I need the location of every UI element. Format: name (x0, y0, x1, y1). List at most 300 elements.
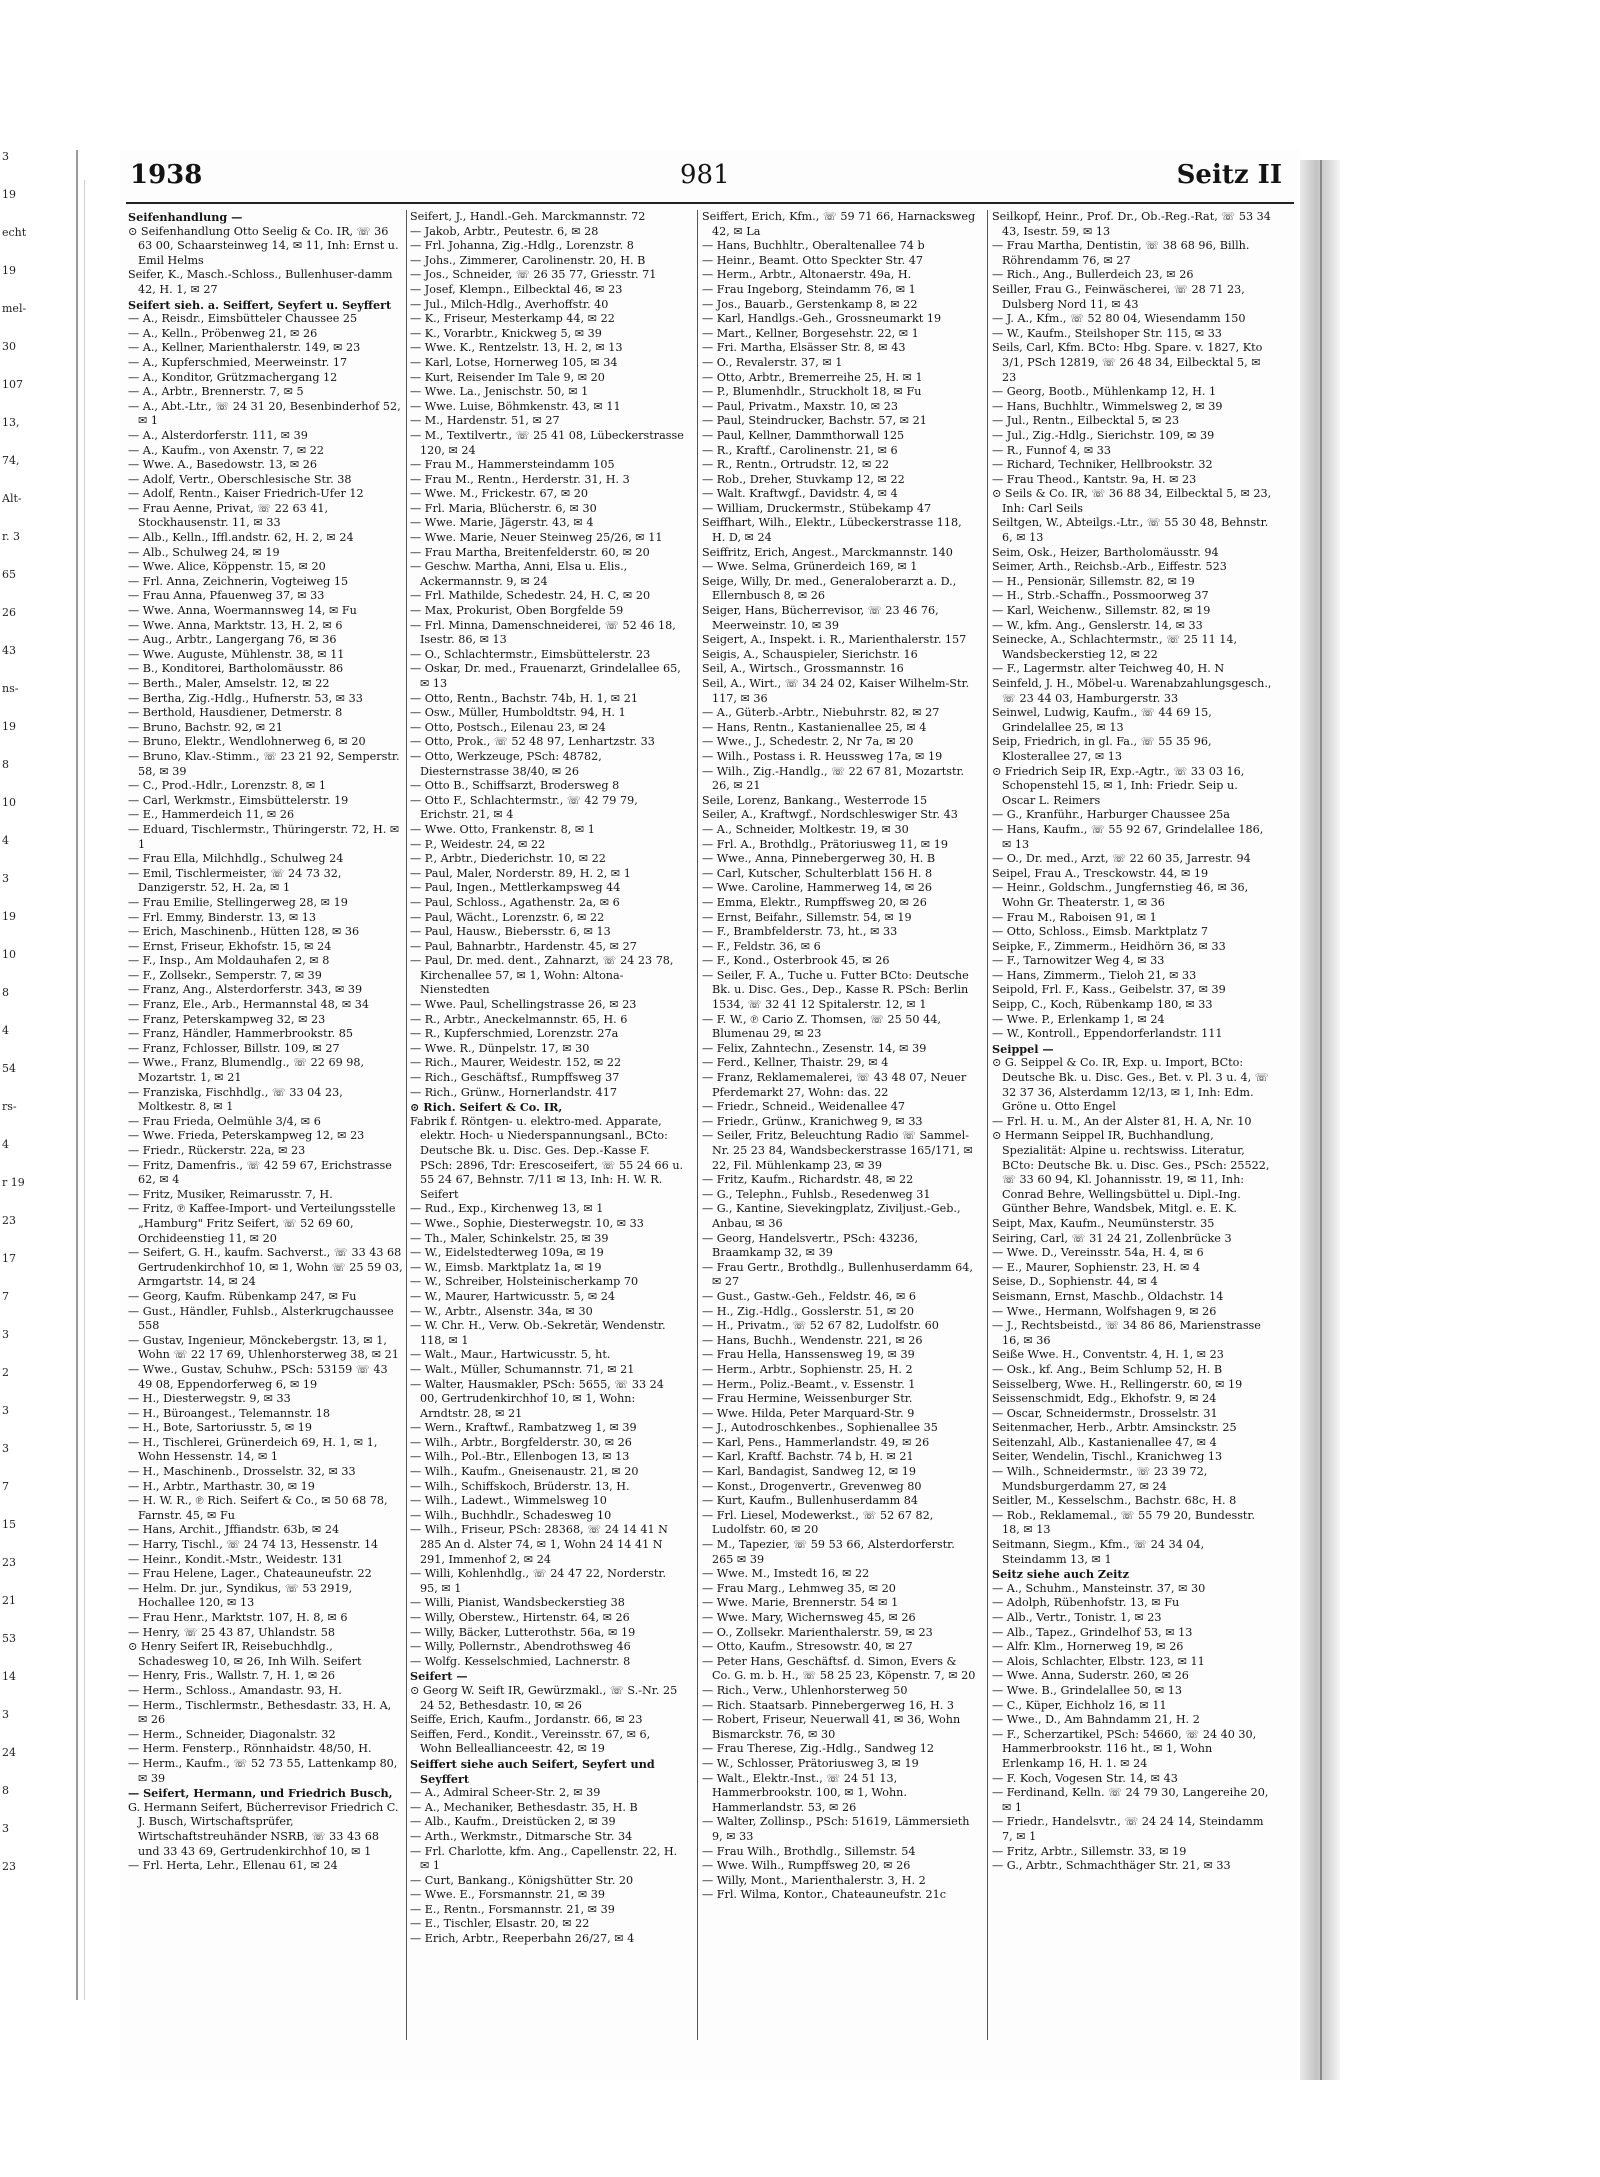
adjacent-page-text: 53 (2, 1632, 16, 1645)
adjacent-page-text: 24 (2, 1746, 16, 1759)
directory-entry: — F., Kond., Osterbrook 45, ✉ 26 (702, 954, 890, 968)
directory-entry: — Wwe. B., Grindelallee 50, ✉ 13 (992, 1683, 1183, 1697)
directory-entry: — Friedr., Rückerstr. 22a, ✉ 23 (128, 1144, 306, 1157)
directory-entry: — Otto, Prok., ☏ 52 48 97, Lenhartzstr. 33 (410, 735, 655, 749)
directory-entry: — Carl, Kutscher, Schulterblatt 156 H. 8 (702, 866, 933, 880)
directory-entry: Seiffert, Erich, Kfm., ☏ 59 71 66, Harnacksweg 42, ✉ La (702, 210, 976, 238)
directory-entry: — Wwe. Anna, Woermannsweg 14, ✉ Fu (128, 604, 357, 618)
directory-entry: — A., Güterb.-Arbtr., Niebuhrstr. 82, ✉ 27 (702, 706, 940, 720)
directory-entry: — Rich., Maurer, Weidestr. 152, ✉ 22 (410, 1056, 622, 1070)
directory-entry: — A., Mechaniker, Bethesdastr. 35, H. B (410, 1800, 638, 1814)
directory-entry: — Frau Hella, Hanssensweg 19, ✉ 39 (702, 1348, 915, 1362)
directory-entry: — M., Textilvertr., ☏ 25 41 08, Lübeckerstrasse 120, ✉ 24 (410, 428, 684, 457)
directory-entry: — Franz, Reklamemalerei, ☏ 43 48 07, Neuer Pferdemarkt 27, Wohn: das. 22 (702, 1071, 967, 1099)
directory-entry: — Wwe., Anna, Pinnebergerweg 30, H. B (702, 852, 936, 866)
directory-entry: — E., Maurer, Sophienstr. 23, H. ✉ 4 (992, 1260, 1201, 1274)
directory-entry: Seim, Osk., Heizer, Bartholomäusstr. 94 (992, 545, 1219, 559)
directory-entry: Seipt, Max, Kaufm., Neumünsterstr. 35 (992, 1216, 1215, 1230)
directory-entry: Seise, D., Sophienstr. 44, ✉ 4 (992, 1275, 1158, 1289)
directory-entry: — Erich, Arbtr., Reeperbahn 26/27, ✉ 4 (410, 1932, 635, 1946)
directory-entry: — W., Eimsb. Marktplatz 1a, ✉ 19 (410, 1260, 602, 1274)
directory-entry: — Otto, Werkzeuge, PSch: 48782, Diesternstrasse 38/40, ✉ 26 (410, 749, 602, 778)
directory-entry: — R., Kupferschmied, Lorenzstr. 27a (410, 1027, 619, 1041)
directory-entry: — Frau Theod., Kantstr. 9a, H. ✉ 23 (992, 472, 1197, 486)
directory-heading: — Seifert, Hermann, und Friedrich Busch, (128, 1786, 393, 1801)
directory-entry: — Franz, Ang., Alsterdorferstr. 343, ✉ 39 (128, 983, 363, 997)
directory-entry: — Frl. Minna, Damenschneiderei, ☏ 52 46 18, Isestr. 86, ✉ 13 (410, 618, 676, 647)
directory-entry: — Rich., Verw., Uhlenhorsterweg 50 (702, 1683, 908, 1697)
header-year: 1938 (130, 160, 203, 190)
directory-entry: ⊙ Georg W. Seift IR, Gewürzmakl., ☏ S.-Nr. 25 24 52, Bethesdastr. 10, ✉ 26 (410, 1683, 678, 1712)
directory-entry: — Karl, Lotse, Hornerweg 105, ✉ 34 (410, 355, 618, 369)
directory-entry: — Walter, Zollinsp., PSch: 51619, Lämmersieth 9, ✉ 33 (702, 1815, 970, 1843)
adjacent-page-text: 23 (2, 1860, 16, 1873)
directory-entry: Seile, Lorenz, Bankang., Westerrode 15 (702, 793, 928, 807)
directory-heading: Seippel — (992, 1041, 1054, 1056)
directory-entry: — H., Maschinenb., Drosselstr. 32, ✉ 33 (128, 1465, 356, 1479)
directory-entry: — Georg, Kaufm. Rübenkamp 247, ✉ Fu (128, 1289, 357, 1303)
directory-entry: — O., Zollsekr. Marienthalerstr. 59, ✉ 23 (702, 1625, 933, 1639)
directory-entry: Seitmann, Siegm., Kfm., ☏ 24 34 04, Steindamm 13, ✉ 1 (992, 1538, 1205, 1566)
directory-entry: — Rob., Dreher, Stuvkamp 12, ✉ 22 (702, 472, 905, 486)
header-rule (126, 202, 1294, 204)
directory-entry: — F., Brambfelderstr. 73, ht., ✉ 33 (702, 925, 898, 939)
directory-entry: — Wwe., Franz, Blumendlg., ☏ 22 69 98, Mozartstr. 1, ✉ 21 (128, 1056, 365, 1085)
directory-entry: — H., Pensionär, Sillemstr. 82, ✉ 19 (992, 574, 1195, 588)
directory-entry: — Johs., Zimmerer, Carolinenstr. 20, H. B (410, 253, 646, 267)
directory-entry: Seige, Willy, Dr. med., Generaloberarzt a. D., Ellernbusch 8, ✉ 26 (702, 574, 957, 603)
directory-entry: — Wilh., Buchhdlr., Schadesweg 10 (410, 1508, 612, 1522)
directory-entry: Seifer, K., Masch.-Schloss., Bullenhuser-damm 42, H. 1, ✉ 27 (128, 268, 393, 296)
directory-entry: — Otto, Arbtr., Bremerreihe 25, H. ✉ 1 (702, 370, 923, 384)
directory-entry: — Berth., Maler, Amselstr. 12, ✉ 22 (128, 677, 330, 690)
directory-entry: Fabrik f. Röntgen- u. elektro-med. Apparate, elektr. Hoch- u Niederspannungsanl., BCto: Deutsche Bk. u. Disc. Ges. Dep.-Kasse F. PSch: 2896, Tdr: Erescoseifert, ☏ 55 24 66 u. 55 24 67, Behnstr. 7/11 ✉ 13, Inh: H. W. R. Seifert (410, 1114, 684, 1201)
directory-entry: — Felix, Zahntechn., Zesenstr. 14, ✉ 39 (702, 1041, 927, 1055)
directory-entry: — Peter Hans, Geschäftsf. d. Simon, Evers & Co. G. m. b. H., ☏ 58 25 23, Köpenstr. 7, ✉ 20 (702, 1654, 976, 1683)
directory-entry: — Paul, Schloss., Agathenstr. 2a, ✉ 6 (410, 895, 620, 909)
directory-entry: G. Hermann Seifert, Bücherrevisor Friedrich C. J. Busch, Wirtschaftsprüfer, Wirtschaftstreuhänder NSRB, ☏ 33 43 68 und 33 43 69, Gertrudenkirchhof 10, ✉ 1 (128, 1800, 399, 1858)
directory-heading: Seifert — (410, 1669, 468, 1684)
directory-entry: Seiller, Frau G., Feinwäscherei, ☏ 28 71 23, Dulsberg Nord 11, ✉ 43 (992, 282, 1245, 311)
directory-entry: — Ernst, Friseur, Ekhofstr. 15, ✉ 24 (128, 939, 332, 953)
directory-entry: — Frau Ingeborg, Steindamm 76, ✉ 1 (702, 282, 916, 296)
directory-entry: — C., Küper, Eichholz 16, ✉ 11 (992, 1698, 1167, 1712)
directory-entry: Seiffe, Erich, Kaufm., Jordanstr. 66, ✉ 23 (410, 1713, 643, 1727)
directory-entry: — A., Kupferschmied, Meerweinstr. 17 (128, 355, 348, 369)
directory-entry: — Karl, Bandagist, Sandweg 12, ✉ 19 (702, 1465, 916, 1479)
directory-entry: — Herm., Arbtr., Sophienstr. 25, H. 2 (702, 1362, 913, 1376)
directory-entry: — Gust., Händler, Fuhlsb., Alsterkrugchaussee 558 (128, 1304, 394, 1333)
directory-entry: — Karl, Pens., Hammerlandstr. 49, ✉ 26 (702, 1435, 930, 1449)
directory-entry: — Otto B., Schiffsarzt, Brodersweg 8 (410, 779, 620, 793)
directory-entry: — E., Tischler, Elsastr. 20, ✉ 22 (410, 1917, 590, 1931)
directory-entry: — Fri. Martha, Elsässer Str. 8, ✉ 43 (702, 341, 906, 355)
directory-entry: Seil, A., Wirtsch., Grossmannstr. 16 (702, 662, 904, 676)
directory-entry: — Frau Henr., Marktstr. 107, H. 8, ✉ 6 (128, 1611, 348, 1624)
adjacent-page-text: 43 (2, 644, 16, 657)
adjacent-page-text: 21 (2, 1594, 16, 1607)
directory-entry: — Heinr., Kondit.-Mstr., Weidestr. 131 (128, 1552, 344, 1566)
directory-entry: — F., Tarnowitzer Weg 4, ✉ 33 (992, 954, 1165, 968)
adjacent-page-text: 19 (2, 188, 16, 201)
directory-entry: — Alb., Kaufm., Dreistücken 2, ✉ 39 (410, 1815, 616, 1829)
directory-entry: — Heinr., Goldschm., Jungfernstieg 46, ✉ 36, Wohn Gr. Theaterstr. 1, ✉ 36 (992, 881, 1249, 909)
directory-entry: — Paul, Wächt., Lorenzstr. 6, ✉ 22 (410, 910, 605, 924)
directory-entry: Seiger, Hans, Bücherrevisor, ☏ 23 46 76, Meerweinstr. 10, ✉ 39 (702, 604, 939, 632)
directory-entry: — Franz, Fchlosser, Billstr. 109, ✉ 27 (128, 1041, 340, 1055)
directory-entry: — Wwe. Marie, Neuer Steinweg 25/26, ✉ 11 (410, 531, 663, 545)
directory-entry: — Adolf, Vertr., Oberschlesische Str. 38 (128, 472, 352, 486)
directory-entry: — A., Schuhm., Mansteinstr. 37, ✉ 30 (992, 1581, 1206, 1595)
directory-entry: — B., Konditorei, Bartholomäusstr. 86 (128, 662, 344, 676)
directory-entry: — Wwe. Selma, Grünerdeich 169, ✉ 1 (702, 560, 918, 574)
directory-entry: — Wwe. Anna, Suderstr. 260, ✉ 26 (992, 1669, 1189, 1683)
adjacent-page-text: 54 (2, 1062, 16, 1075)
adjacent-page-text: 4 (2, 834, 9, 847)
directory-entry: — Willy, Pollernstr., Abendrothsweg 46 (410, 1640, 631, 1654)
directory-entry: Seitenmacher, Herb., Arbtr. Amsinckstr. 25 (992, 1421, 1237, 1435)
directory-entry: — W., Arbtr., Alsenstr. 34a, ✉ 30 (410, 1304, 593, 1318)
directory-entry: — O., Dr. med., Arzt, ☏ 22 60 35, Jarrestr. 94 (992, 852, 1251, 866)
directory-entry: Seipke, F., Zimmerm., Heidhörn 36, ✉ 33 (992, 939, 1226, 953)
directory-entry: — H., Diesterwegstr. 9, ✉ 33 (128, 1392, 291, 1406)
directory-entry: — Carl, Werkmstr., Eimsbüttelerstr. 19 (128, 793, 349, 807)
adjacent-page-text: 2 (2, 1366, 9, 1379)
directory-entry: — W. Chr. H., Verw. Ob.-Sekretär, Wendenstr. 118, ✉ 1 (410, 1319, 666, 1347)
directory-entry: — Wwe. P., Erlenkamp 1, ✉ 24 (992, 1012, 1165, 1026)
directory-entry: — P., Weidestr. 24, ✉ 22 (410, 837, 546, 851)
directory-entry: — Wwe., Gustav, Schuhw., PSch: 53159 ☏ 43 49 08, Eppendorferweg 6, ✉ 19 (128, 1362, 388, 1391)
directory-entry: — Jul., Rentn., Eilbecktal 5, ✉ 23 (992, 414, 1180, 428)
directory-entry: Seiffhart, Wilh., Elektr., Lübeckerstrasse 118, H. D, ✉ 24 (702, 516, 962, 545)
adjacent-page-text: 3 (2, 1328, 9, 1341)
directory-entry: — Fritz, Musiker, Reimarusstr. 7, H. (128, 1187, 333, 1201)
directory-entry: — Gustav, Ingenieur, Mönckebergstr. 13, ✉ 1, Wohn ☏ 22 17 69, Uhlenhorsterweg 38, ✉ 21 (128, 1333, 399, 1362)
directory-entry: — Jos., Schneider, ☏ 26 35 77, Griesstr. 71 (410, 268, 657, 282)
directory-entry: — Jul., Milch-Hdlg., Averhoffstr. 40 (410, 297, 609, 311)
directory-entry: — Jos., Bauarb., Gerstenkamp 8, ✉ 22 (702, 297, 918, 311)
directory-entry: — Hans, Rentn., Kastanienallee 25, ✉ 4 (702, 720, 927, 734)
directory-entry: — Wilh., Pol.-Btr., Ellenbogen 13, ✉ 13 (410, 1450, 630, 1464)
directory-entry: — Otto, Kaufm., Stresowstr. 40, ✉ 27 (702, 1640, 913, 1654)
directory-entry: — Oscar, Schneidermstr., Drosselstr. 31 (992, 1406, 1218, 1420)
directory-entry: — Richard, Techniker, Hellbrookstr. 32 (992, 458, 1213, 472)
directory-entry: — Fritz, Damenfris., ☏ 42 59 67, Erichstrasse 62, ✉ 4 (128, 1158, 392, 1187)
directory-entry: — Wilh., Kaufm., Gneisenaustr. 21, ✉ 20 (410, 1465, 639, 1479)
directory-entry: — Bruno, Klav.-Stimm., ☏ 23 21 92, Semperstr. 58, ✉ 39 (128, 749, 400, 778)
directory-entry: — Jul., Zig.-Hdlg., Sierichstr. 109, ✉ 39 (992, 428, 1215, 442)
directory-entry: — Seiler, F. A., Tuche u. Futter BCto: Deutsche Bk. u. Disc. Ges., Dep., Kasse R. PSch: Berlin 1534, ☏ 32 41 12 Spitalerstr. 12, ✉ 1 (702, 968, 969, 1012)
directory-entry: — W., Schreiber, Holsteinischerkamp 70 (410, 1275, 639, 1289)
directory-entry: — R., Kraftf., Carolinenstr. 21, ✉ 6 (702, 443, 898, 457)
directory-entry: — Otto, Postsch., Eilenau 23, ✉ 24 (410, 720, 606, 734)
adjacent-page-text: 7 (2, 1480, 9, 1493)
directory-entry: — W., Kontroll., Eppendorferlandstr. 111 (992, 1027, 1223, 1041)
directory-entry: — G., Telephn., Fuhlsb., Resedenweg 31 (702, 1187, 931, 1201)
header-running-head: Seitz II (1176, 160, 1282, 190)
directory-entry: — Max, Prokurist, Oben Borgfelde 59 (410, 604, 624, 618)
directory-entry: — Osk., kf. Ang., Beim Schlump 52, H. B (992, 1362, 1223, 1376)
directory-entry: — Hans, Zimmerm., Tieloh 21, ✉ 33 (992, 968, 1197, 982)
adjacent-page-text: 17 (2, 1252, 16, 1265)
directory-entry: — F., Lagermstr. alter Teichweg 40, H. N (992, 662, 1225, 676)
directory-entry: — Wwe. Paul, Schellingstrasse 26, ✉ 23 (410, 998, 637, 1012)
adjacent-page-text: 8 (2, 1784, 9, 1797)
directory-entry: — Arth., Werkmstr., Ditmarsche Str. 34 (410, 1829, 633, 1843)
directory-entry: — Th., Maler, Schinkelstr. 25, ✉ 39 (410, 1231, 609, 1245)
directory-entry: — Walt., Maur., Hartwicusstr. 5, ht. (410, 1348, 611, 1362)
directory-column-3 (702, 210, 977, 2040)
directory-entry: — Oskar, Dr. med., Frauenarzt, Grindelallee 65, ✉ 13 (410, 662, 681, 690)
directory-entry: — Frl. Wilma, Kontor., Chateauneufstr. 21c (702, 1888, 946, 1902)
directory-entry: — H. W. R., ℗ Rich. Seifert & Co., ✉ 50 68 78, Farnstr. 45, ✉ Fu (128, 1494, 388, 1522)
directory-entry: — R., Rentn., Ortrudstr. 12, ✉ 22 (702, 458, 890, 472)
directory-entry: — Willy, Oberstew., Hirtenstr. 64, ✉ 26 (410, 1611, 630, 1624)
directory-entry: ⊙ Friedrich Seip IR, Exp.-Agtr., ☏ 33 03 16, Schopenstehl 15, ✉ 1, Inh: Friedr. Seip u. Oscar L. Reimers (992, 764, 1245, 807)
directory-entry: Seinwel, Ludwig, Kaufm., ☏ 44 69 15, Grindelallee 25, ✉ 13 (992, 706, 1212, 734)
directory-entry: Seil, A., Wirt., ☏ 34 24 02, Kaiser Wilhelm-Str. 117, ✉ 36 (702, 677, 970, 705)
directory-entry: Seiffritz, Erich, Angest., Marckmannstr. 140 (702, 545, 953, 559)
directory-entry: — H., Strb.-Schaffn., Possmoorweg 37 (992, 589, 1209, 603)
directory-entry: — Alb., Schulweg 24, ✉ 19 (128, 545, 280, 559)
directory-entry: — E., Rentn., Forsmannstr. 21, ✉ 39 (410, 1902, 615, 1916)
adjacent-page-text: 23 (2, 1556, 16, 1569)
adjacent-page-text: 13, (2, 416, 20, 429)
directory-entry: — Wwe. A., Basedowstr. 13, ✉ 26 (128, 458, 318, 472)
directory-entry: — Emil, Tischlermeister, ☏ 24 73 32, Danzigerstr. 52, H. 2a, ✉ 1 (128, 866, 342, 895)
directory-entry: — Hans, Buchhltr., Wimmelsweg 2, ✉ 39 (992, 399, 1223, 413)
directory-entry: — Frl. Anna, Zeichnerin, Vogteiweg 15 (128, 574, 349, 588)
directory-entry: — W., Kaufm., Steilshoper Str. 115, ✉ 33 (992, 326, 1222, 340)
directory-entry: — Wilh., Ladewt., Wimmelsweg 10 (410, 1494, 607, 1508)
directory-entry: — J., Rechtsbeistd., ☏ 34 86 86, Marienstrasse 16, ✉ 36 (992, 1319, 1261, 1347)
directory-entry: — Herm., Tischlermstr., Bethesdastr. 33, H. A, ✉ 26 (128, 1698, 392, 1727)
adjacent-page-text: 3 (2, 1442, 9, 1455)
directory-entry: — Rich. Staatsarb. Pinnebergerweg 16, H. 3 (702, 1698, 955, 1712)
directory-entry: — A., Schneider, Moltkestr. 19, ✉ 30 (702, 822, 909, 836)
directory-entry: — Heinr., Beamt. Otto Speckter Str. 47 (702, 253, 924, 267)
directory-entry: — Wwe., D., Am Bahndamm 21, H. 2 (992, 1713, 1200, 1727)
directory-entry: — Ernst, Beifahr., Sillemstr. 54, ✉ 19 (702, 910, 912, 924)
directory-entry: — A., Konditor, Grützmachergang 12 (128, 370, 338, 384)
directory-entry: — Wwe. Wilh., Rumpffsweg 20, ✉ 26 (702, 1859, 911, 1873)
directory-entry: — Paul, Kellner, Dammthorwall 125 (702, 428, 905, 442)
book-spine-shadow (76, 150, 78, 2000)
directory-entry: — Wwe. D., Vereinsstr. 54a, H. 4, ✉ 6 (992, 1246, 1204, 1260)
directory-entry: — Wwe., Hermann, Wolfshagen 9, ✉ 26 (992, 1304, 1217, 1318)
directory-entry: — Wwe., Sophie, Diesterwegstr. 10, ✉ 33 (410, 1216, 644, 1230)
directory-entry: — Seiler, Fritz, Beleuchtung Radio ☏ Sammel-Nr. 25 23 84, Wandsbeckerstrasse 165/171, ✉ 22, Fil. Mühlenkamp 23, ✉ 39 (702, 1129, 973, 1172)
adjacent-page-text: 74, (2, 454, 20, 467)
directory-entry: — Alb., Tapez., Grindelhof 53, ✉ 13 (992, 1625, 1193, 1639)
directory-entry: — Wilh., Schiffskoch, Brüderstr. 13, H. (410, 1479, 630, 1493)
directory-entry: — Robert, Friseur, Neuerwall 41, ✉ 36, Wohn Bismarckstr. 76, ✉ 30 (702, 1713, 961, 1741)
directory-entry: — Walt., Müller, Schumannstr. 71, ✉ 21 (410, 1362, 635, 1376)
directory-entry: Seinecke, A., Schlachtermstr., ☏ 25 11 14, Wandsbeckerstieg 12, ✉ 22 (992, 633, 1238, 661)
directory-entry: — Josef, Klempn., Eilbecktal 46, ✉ 23 (410, 282, 623, 296)
directory-entry: — Frl. Johanna, Zig.-Hdlg., Lorenzstr. 8 (410, 239, 634, 253)
directory-entry: — Karl, Handlgs.-Geh., Grossneumarkt 19 (702, 312, 942, 326)
directory-entry: — A., Kaufm., von Axenstr. 7, ✉ 22 (128, 443, 325, 457)
adjacent-page-text: 10 (2, 948, 16, 961)
header-page-number: 981 (680, 160, 730, 190)
directory-entry: — Walt. Kraftwgf., Davidstr. 4, ✉ 4 (702, 487, 898, 501)
directory-entry: — Frau M., Hammersteindamm 105 (410, 458, 615, 472)
directory-entry: — Franziska, Fischhdlg., ☏ 33 04 23, Moltkestr. 8, ✉ 1 (128, 1085, 343, 1114)
directory-entry: — Erich, Maschinenb., Hütten 128, ✉ 36 (128, 925, 360, 939)
directory-entry: — H., Bote, Sartoriusstr. 5, ✉ 19 (128, 1421, 313, 1435)
directory-entry: — Gust., Gastw.-Geh., Feldstr. 46, ✉ 6 (702, 1289, 917, 1303)
directory-entry: Seisselberg, Wwe. H., Rellingerstr. 60, ✉ 19 (992, 1377, 1243, 1391)
directory-entry: — A., Kelln., Pröbenweg 21, ✉ 26 (128, 326, 318, 340)
directory-entry: — Jakob, Arbtr., Peutestr. 6, ✉ 28 (410, 224, 599, 238)
directory-entry: — Frl. A., Brothdlg., Prätoriusweg 11, ✉ 19 (702, 837, 948, 851)
adjacent-page-text: 65 (2, 568, 16, 581)
directory-entry: — Paul, Hausw., Biebersstr. 6, ✉ 13 (410, 925, 611, 939)
directory-entry: Seipp, C., Koch, Rübenkamp 180, ✉ 33 (992, 998, 1213, 1012)
page-edge-line (1320, 160, 1322, 2080)
directory-entry: Seitler, M., Kesselschm., Bachstr. 68c, H. 8 (992, 1494, 1237, 1508)
directory-entry: — Frau Gertr., Brothdlg., Bullenhuserdamm 64, ✉ 27 (702, 1260, 973, 1289)
directory-entry: — Frau Aenne, Privat, ☏ 22 63 41, Stockhausenstr. 11, ✉ 33 (128, 501, 329, 530)
directory-entry: Seifert, J., Handl.-Geh. Marckmannstr. 72 (410, 210, 646, 223)
directory-entry: — G., Kranführ., Harburger Chaussee 25a (992, 808, 1230, 822)
directory-entry: — Wwe. M., Imstedt 16, ✉ 22 (702, 1567, 870, 1581)
directory-entry: — Wilh., Friseur, PSch: 28368, ☏ 24 14 41 N 285 An d. Alster 74, ✉ 1, Wohn 24 14 41 N 291, Immenhof 2, ✉ 24 (410, 1523, 668, 1566)
directory-entry: Seissenschmidt, Edg., Ekhofstr. 9, ✉ 24 (992, 1392, 1217, 1406)
column-divider (406, 210, 407, 2040)
directory-entry: — Hans, Archit., Jffiandstr. 63b, ✉ 24 (128, 1523, 340, 1537)
directory-entry: — Karl, Weichenw., Sillemstr. 82, ✉ 19 (992, 604, 1211, 618)
column-divider (987, 210, 988, 2040)
directory-entry: Seils, Carl, Kfm. BCto: Hbg. Spare. v. 1827, Kto 3/1, PSch 12819, ☏ 26 48 34, Eilbecktal 5, ✉ 23 (992, 341, 1263, 384)
directory-entry: ⊙ Seifenhandlung Otto Seelig & Co. IR, ☏ 36 63 00, Schaarsteinweg 14, ✉ 11, Inh: Ernst u. Emil Helms (128, 224, 399, 267)
adjacent-page-text: 19 (2, 264, 16, 277)
directory-entry: — Geschw. Martha, Anni, Elsa u. Elis., Ackermannstr. 9, ✉ 24 (410, 560, 628, 588)
directory-entry: — Helm. Dr. jur., Syndikus, ☏ 53 2919, Hochallee 120, ✉ 13 (128, 1581, 353, 1610)
directory-entry: — Wwe. K., Rentzelstr. 13, H. 2, ✉ 13 (410, 341, 623, 355)
directory-entry: — Emma, Elektr., Rumpffsweg 20, ✉ 26 (702, 895, 927, 909)
directory-entry: ⊙ G. Seippel & Co. IR, Exp. u. Import, BCto: Deutsche Bk. u. Disc. Ges., Bet. v. Pl. 3 u. 4, ☏ 32 37 36, Alsterdamm 12/13, ✉ 1, Inh: Edm. Gröne u. Otto Engel (992, 1056, 1269, 1114)
directory-column-1 (128, 210, 403, 2040)
directory-entry: — Rich., Ang., Bullerdeich 23, ✉ 26 (992, 268, 1194, 282)
directory-entry: — Wwe. Marie, Jägerstr. 43, ✉ 4 (410, 516, 594, 530)
directory-entry: — Alb., Kelln., Iffl.andstr. 62, H. 2, ✉ 24 (128, 531, 354, 545)
directory-entry: — Herm., Poliz.-Beamt., v. Essenstr. 1 (702, 1377, 916, 1391)
directory-entry: — O., Revalerstr. 37, ✉ 1 (702, 355, 843, 369)
adjacent-page-text: 8 (2, 986, 9, 999)
directory-entry: — Frau Frieda, Oelmühle 3/4, ✉ 6 (128, 1114, 321, 1128)
directory-entry: — Frau M., Raboisen 91, ✉ 1 (992, 910, 1157, 924)
directory-entry: — William, Druckermstr., Stübekamp 47 (702, 501, 932, 515)
page-header (120, 160, 1300, 200)
directory-entry: — Karl, Kraftf. Bachstr. 74 b, H. ✉ 21 (702, 1450, 914, 1464)
adjacent-page-text: 4 (2, 1138, 9, 1151)
directory-entry: — Herm., Kaufm., ☏ 52 73 55, Lattenkamp 80, ✉ 39 (128, 1756, 398, 1785)
directory-entry: — Hans, Buchh., Wendenstr. 221, ✉ 26 (702, 1333, 923, 1347)
directory-entry: — O., Schlachtermstr., Eimsbüttelerstr. 23 (410, 647, 651, 661)
adjacent-page-text: 10 (2, 796, 16, 809)
directory-entry: — Franz, Peterskampweg 32, ✉ 23 (128, 1012, 326, 1026)
directory-entry: — Bertha, Zig.-Hdlg., Hufnerstr. 53, ✉ 33 (128, 691, 363, 705)
directory-entry: — Willy, Mont., Marienthalerstr. 3, H. 2 (702, 1873, 926, 1887)
directory-entry: — Wwe. Hilda, Peter Marquard-Str. 9 (702, 1406, 915, 1420)
directory-entry: — W., Maurer, Hartwicusstr. 5, ✉ 24 (410, 1289, 615, 1303)
directory-entry: — Frau Ella, Milchhdlg., Schulweg 24 (128, 852, 344, 866)
directory-entry: — Wwe. Auguste, Mühlenstr. 38, ✉ 11 (128, 647, 345, 661)
directory-entry: — Hans, Buchhltr., Oberaltenallee 74 b (702, 239, 925, 253)
directory-entry: — Herm., Schneider, Diagonalstr. 32 (128, 1727, 336, 1741)
directory-entry: Seipel, Frau A., Tresckowstr. 44, ✉ 19 (992, 866, 1209, 880)
directory-entry: — Wwe. Marie, Brennerstr. 54 ✉ 1 (702, 1596, 899, 1610)
directory-entry: — Wwe. Anna, Marktstr. 13, H. 2, ✉ 6 (128, 618, 343, 632)
directory-entry: — Wwe. R., Dünpelstr. 17, ✉ 30 (410, 1041, 590, 1055)
directory-entry: — Wilh., Arbtr., Borgfelderstr. 30, ✉ 26 (410, 1435, 632, 1449)
directory-entry: — Bruno, Elektr., Wendlohnerweg 6, ✉ 20 (128, 735, 366, 749)
adjacent-page-text: ns- (2, 682, 19, 695)
directory-entry: — Wern., Kraftwf., Rambatzweg 1, ✉ 39 (410, 1421, 637, 1435)
directory-entry: — Ferdinand, Kelln. ☏ 24 79 30, Langereihe 20, ✉ 1 (992, 1786, 1269, 1814)
adjacent-page-text: 3 (2, 872, 9, 885)
directory-entry: Seiler, A., Kraftwgf., Nordschleswiger Str. 43 (702, 808, 958, 822)
directory-entry: — Wwe. Caroline, Hammerweg 14, ✉ 26 (702, 881, 932, 895)
directory-entry: — A., Admiral Scheer-Str. 2, ✉ 39 (410, 1786, 601, 1800)
directory-entry: Seiltgen, W., Abteilgs.-Ltr., ☏ 55 30 48, Behnstr. 6, ✉ 13 (992, 516, 1269, 545)
directory-entry: — A., Reisdr., Eimsbütteler Chaussee 25 (128, 312, 358, 326)
directory-entry: — Frl. Herta, Lehr., Ellenau 61, ✉ 24 (128, 1859, 338, 1873)
directory-entry: — A., Alsterdorferstr. 111, ✉ 39 (128, 428, 308, 442)
directory-entry: — Friedr., Grünw., Kranichweg 9, ✉ 33 (702, 1114, 923, 1128)
directory-entry: — Herm. Fensterp., Rönnhaidstr. 48/50, H. (128, 1742, 372, 1756)
directory-entry: — Willy, Bäcker, Lutterothstr. 56a, ✉ 19 (410, 1625, 636, 1639)
directory-entry: — Frl. Mathilde, Schedestr. 24, H. C, ✉ 20 (410, 589, 651, 603)
directory-entry: — A., Abt.-Ltr., ☏ 24 31 20, Besenbinderhof 52, ✉ 1 (128, 399, 401, 428)
directory-entry: ⊙ Seils & Co. IR, ☏ 36 88 34, Eilbecktal 5, ✉ 23, Inh: Carl Seils (992, 487, 1272, 515)
directory-heading: ⊙ Rich. Seifert & Co. IR, (410, 1100, 563, 1115)
adjacent-page-text: 19 (2, 720, 16, 733)
directory-entry: — Berthold, Hausdiener, Detmerstr. 8 (128, 706, 343, 720)
directory-entry: — Wwe. M., Frickestr. 67, ✉ 20 (410, 487, 589, 501)
adjacent-page-text: rs- (2, 1100, 17, 1113)
directory-entry: — M., Tapezier, ☏ 59 53 66, Alsterdorferstr. 265 ✉ 39 (702, 1538, 955, 1566)
directory-entry: — Alfr. Klm., Hornerweg 19, ✉ 26 (992, 1640, 1184, 1654)
directory-entry: — Frau Emilie, Stellingerweg 28, ✉ 19 (128, 895, 348, 909)
directory-entry: — Paul, Privatm., Maxstr. 10, ✉ 23 (702, 399, 898, 413)
directory-entry: — Hans, Kaufm., ☏ 55 92 67, Grindelallee 186, ✉ 13 (992, 822, 1264, 851)
directory-entry: — H., Privatm., ☏ 52 67 82, Ludolfstr. 60 (702, 1319, 939, 1333)
directory-entry: — Fritz, Arbtr., Sillemstr. 33, ✉ 19 (992, 1844, 1187, 1858)
adjacent-page-text: mel- (2, 302, 27, 315)
adjacent-page-text: 3 (2, 1404, 9, 1417)
directory-entry: — Kurt, Kaufm., Bullenhuserdamm 84 (702, 1494, 919, 1508)
directory-entry: — W., Schlosser, Prätoriusweg 3, ✉ 19 (702, 1756, 919, 1770)
directory-entry: Seip, Friedrich, in gl. Fa., ☏ 55 35 96, Klosterallee 27, ✉ 13 (992, 735, 1212, 763)
directory-entry: — A., Kellner, Marienthalerstr. 149, ✉ 23 (128, 341, 361, 355)
directory-entry: — Friedr., Schneid., Weidenallee 47 (702, 1100, 906, 1114)
directory-entry: — G., Kantine, Sievekingplatz, Ziviljust.-Geb., Anbau, ✉ 36 (702, 1202, 961, 1230)
directory-entry: — F., Insp., Am Moldauhafen 2, ✉ 8 (128, 954, 330, 968)
directory-entry: — Georg, Bootb., Mühlenkamp 12, H. 1 (992, 385, 1217, 399)
directory-entry: — Fritz, ℗ Kaffee-Import- und Verteilungsstelle „Hamburg" Fritz Seifert, ☏ 52 69 60, Orchideenstieg 11, ✉ 20 (128, 1202, 396, 1245)
directory-entry: — Frau Helene, Lager., Chateauneufstr. 22 (128, 1567, 372, 1581)
adjacent-page-text: 4 (2, 1024, 9, 1037)
directory-entry: — H., Tischlerei, Grünerdeich 69, H. 1, ✉ 1, Wohn Hessenstr. 14, ✉ 1 (128, 1435, 378, 1464)
directory-entry: — W., Eidelstedterweg 109a, ✉ 19 (410, 1246, 604, 1260)
adjacent-page-fragment (0, 50, 70, 2000)
directory-entry: — Henry, Fris., Wallstr. 7, H. 1, ✉ 26 (128, 1669, 336, 1683)
directory-entry: — Frau Therese, Zig.-Hdlg., Sandweg 12 (702, 1742, 935, 1756)
directory-entry: — Rich., Geschäftsf., Rumpffsweg 37 (410, 1071, 620, 1085)
